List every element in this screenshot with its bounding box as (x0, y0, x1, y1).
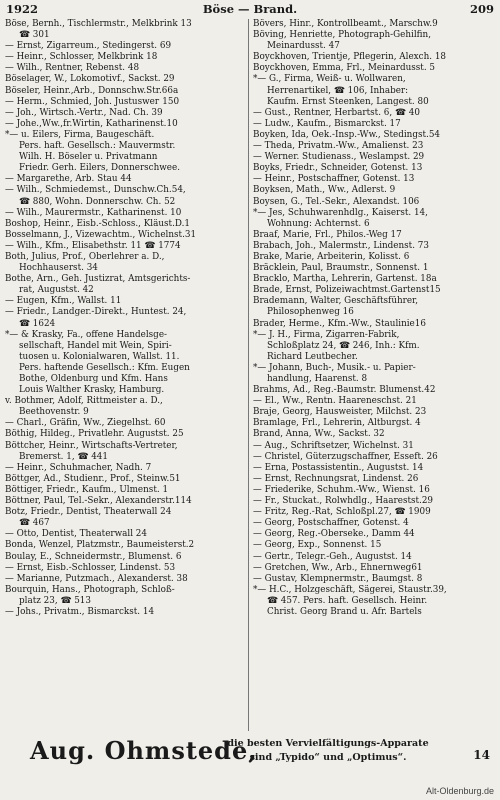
directory-entry-line: Böving, Henriette, Photograph-Gehilfin, (253, 30, 431, 41)
advertiser-name: Aug. Ohmstede, (30, 736, 258, 765)
directory-entry-line: ☎ 301 (19, 30, 50, 41)
directory-entry-line: Bothe, Oldenburg und Kfm. Hans (19, 374, 168, 384)
page-title: Böse — Brand. (202, 2, 298, 16)
directory-entry-line: Böttger, Ad., Studienr., Prof., Steinw.51 (5, 473, 181, 484)
directory-entry-line: Boulay, E., Schneidermstr., Blumenst. 6 (5, 551, 182, 562)
page-header (4, 2, 496, 18)
directory-entry-line: — Wilh., Maurermstr., Katharinenst. 10 (5, 207, 182, 218)
directory-entry-line: ☎ 457. Pers. haft. Gesellsch. Heinr. (267, 595, 428, 606)
directory-entry-line: ☎ 1624 (19, 318, 56, 329)
directory-entry-line: Bracklo, Martha, Lehrerin, Gartenst. 18a (253, 274, 437, 285)
directory-entry-line: — Georg, Reg.-Oberseke., Damm 44 (253, 529, 415, 540)
directory-entry-line: Bourquin, Hans., Photograph, Schloß- (5, 584, 175, 595)
directory-entry-line: Böthig, Hildeg., Privatlehr. Augustst. 25 (5, 429, 184, 440)
directory-entry-line: Böttner, Paul, Tel.-Sekr., Alexanderstr.114 (5, 496, 192, 507)
directory-entry-line: Brademann, Walter, Geschäftsführer, (253, 296, 419, 307)
directory-entry-line: Brake, Marie, Arbeiterin, Kolisst. 6 (253, 251, 410, 262)
directory-entry-line: — Gertr., Telegr.-Geh., Augustst. 14 (253, 551, 412, 562)
ad-line-2: sind „Typido“ und „Optimus“. (249, 752, 407, 763)
directory-entry-line: Botz, Friedr., Dentist, Theaterwall 24 (5, 507, 172, 518)
directory-entry-line: Bräcklein, Paul, Braumstr., Sonnenst. 1 (253, 263, 429, 274)
directory-entry-line: ☎ 467 (19, 518, 50, 529)
directory-entry-line: Boyks, Friedr., Schneider, Gotenst. 13 (253, 163, 423, 174)
directory-entry-line: — Heinr., Postschaffner, Gotenst. 13 (253, 174, 415, 185)
directory-entry-line: Meinardusst. 47 (267, 41, 340, 52)
directory-entry-line: Wohnung: Achternst. 6 (267, 218, 370, 229)
directory-entry-line: Böselager, W., Lokomotivf., Sackst. 29 (5, 74, 175, 85)
directory-entry-line: Louis Walther Krasky, Hamburg. (19, 385, 165, 396)
directory-entry-line: Wilh. H. Böseler u. Privatmann (19, 152, 158, 163)
directory-entry-line: — Fritz, Reg.-Rat, Schloßpl.27, ☎ 1909 (253, 507, 431, 518)
directory-entry-line: Beethovenstr. 9 (19, 407, 89, 418)
directory-entry-line: Herrenartikel, ☎ 106, Inhaber: (267, 85, 409, 96)
directory-entry-line: Bövers, Hinr., Kontrollbeamt., Marschw.9 (253, 19, 438, 29)
directory-entry-line: Hochhauserst. 34 (19, 263, 98, 274)
directory-entry-line: — Wilh., Rentner, Rebenst. 48 (5, 63, 140, 74)
ad-line-1: die besten Vervielfältigungs-Apparate (227, 738, 429, 749)
directory-entry-line: Brahms, Ad., Reg.-Baumstr. Blumenst.42 (253, 385, 436, 396)
directory-entry-line: Böseler, Heinr.,Arb., Donnschw.Str.66a (5, 85, 179, 96)
directory-entry-line: Brand, Anna, Ww., Sackst. 32 (253, 429, 385, 440)
directory-entry-line: Brader, Herme., Kfm.-Ww., Staulinie16 (253, 318, 426, 329)
directory-entry-line: *— H.C., Holzgeschäft, Sägerei, Staustr.39, (253, 584, 447, 595)
directory-entry-line: — Heinr., Schuhmacher, Nadh. 7 (5, 462, 152, 473)
directory-entry-line: Schloßplatz 24, ☎ 246, Inh.: Kfm. (267, 340, 420, 351)
directory-entry-line: — Joh., Wirtsch.-Vertr., Nad. Ch. 39 (5, 107, 163, 118)
directory-entry-line: sellschaft, Handel mit Wein, Spiri- (19, 340, 172, 351)
ad-text (210, 737, 446, 765)
directory-entry-line: — Ernst, Rechnungsrat, Lindenst. 26 (253, 473, 419, 484)
column-divider (248, 19, 249, 731)
directory-entry-line: — Christel, Güterzugschaffner, Esseft. 26 (253, 451, 438, 462)
directory-entry-line: — Friedr., Landger.-Direkt., Huntest. 24, (5, 307, 187, 318)
directory-entry-line: rat, Augustst. 42 (19, 285, 94, 296)
directory-entry-line: Philosophenweg 16 (267, 307, 354, 318)
directory-entry-line: — Ernst, Eisb.-Schlosser, Lindenst. 53 (5, 562, 176, 573)
directory-entry-line: — Fr., Stuckat., Rolwhdlg., Haarestst.29 (253, 496, 434, 507)
directory-entry-line: Braaf, Marie, Frl., Philos.-Weg 17 (253, 229, 402, 240)
directory-entry-line: — Ludw., Kaufm., Bismarckst. 17 (253, 118, 401, 129)
directory-entry-line: — El., Ww., Rentn. Haareneschst. 21 (253, 396, 417, 407)
directory-entry-line: — Marianne, Putzmach., Alexanderst. 38 (5, 573, 188, 584)
directory-entry-line: Böttiger, Friedr., Kaufm., Ulmenst. 1 (5, 484, 169, 495)
directory-entry-line: Pers. haft. Gesellsch.: Mauvermstr. (19, 141, 176, 152)
directory-entry-line: Boyken, Ida, Oek.-Insp.-Ww., Stedingst.54 (253, 129, 441, 140)
directory-entry-line: Both, Julius, Prof., Oberlehrer a. D., (5, 251, 165, 262)
left-column (5, 19, 245, 731)
directory-entry-line: — Margarethe, Arb. Stau 44 (5, 174, 132, 185)
directory-entry-line: — Gust., Rentner, Herbartst. 6, ☎ 40 (253, 107, 420, 118)
directory-entry-line: ☎ 880, Wohn. Donnerschw. Ch. 52 (19, 196, 176, 207)
directory-entry-line: — Ernst, Zigarreum., Stedingerst. 69 (5, 41, 172, 52)
directory-entry-line: — Johs., Privatm., Bismarckst. 14 (5, 606, 155, 617)
directory-entry-line: Bosselmann, J., Vizewachtm., Wichelnst.31 (5, 229, 197, 240)
directory-entry-line: Friedr. Gerh. Eilers, Donnerschwee. (19, 163, 180, 174)
directory-entry-line: — Wilh., Kfm., Elisabethstr. 11 ☎ 1774 (5, 240, 181, 251)
directory-entry-line: — Gustav, Klempnermstr., Baumgst. 8 (253, 573, 423, 584)
page-year: 1922 (6, 2, 39, 16)
directory-entry-line: — Erna, Postassistentin., Augustst. 14 (253, 462, 424, 473)
directory-entry-line: Pers. haftende Gesellsch.: Kfm. Eugen (19, 362, 190, 373)
directory-entry-line: *— Johann, Buch-, Musik.- u. Papier- (253, 362, 416, 373)
directory-entry-line: Bonda, Wenzel, Platzmstr., Baumeisterst.2 (5, 540, 195, 551)
directory-entry-line: tuosen u. Kolonialwaren, Wallst. 11. (19, 351, 180, 362)
directory-entry-line: *— u. Eilers, Firma, Baugeschäft. (5, 129, 155, 140)
directory-entry-line: Bramlage, Frl., Lehrerin, Altburgst. 4 (253, 418, 421, 429)
directory-entry-line: handlung, Haarenst. 8 (267, 374, 368, 384)
directory-entry-line: Boshop, Heinr., Eisb.-Schloss., Kläust.D.1 (5, 218, 191, 229)
directory-entry-line: Christ. Georg Brand u. Afr. Bartels (267, 606, 422, 617)
directory-entry-line: — Aug., Schriftsetzer, Wichelnst. 31 (253, 440, 414, 451)
directory-entry-line: Boyksen, Math., Ww., Adlerst. 9 (253, 185, 396, 196)
directory-entry-line: Böttcher, Heinr., Wirtschafts-Vertreter, (5, 440, 178, 451)
directory-entry-line: *— G., Firma, Weiß- u. Wollwaren, (253, 74, 406, 85)
directory-entry-line: Boyckhoven, Emma, Frl., Meinardusst. 5 (253, 63, 436, 74)
page-number: 209 (469, 2, 494, 16)
directory-entry-line: — Werner. Studienass., Weslampst. 29 (253, 152, 425, 163)
directory-entry-line: — Gretchen, Ww., Arb., Ehnernweg61 (253, 562, 423, 573)
directory-entry-line: Boyckhoven, Trientje, Pflegerin, Alexch. 18 (253, 52, 447, 63)
directory-entry-line: — Friederike, Schuhm.-Ww., Wienst. 16 (253, 484, 430, 495)
directory-entry-line: — Georg, Postschaffner, Gotenst. 4 (253, 518, 409, 529)
directory-entry-line: Böse, Bernh., Tischlermstr., Melkbrink 13 (5, 19, 192, 29)
directory-entry-line: Bremerst. 1, ☎ 441 (19, 451, 109, 462)
directory-entry-line: Brade, Ernst, Polizeiwachtmst.Gartenst15 (253, 285, 441, 296)
directory-entry-line: — Theda, Privatm.-Ww., Amalienst. 23 (253, 141, 424, 152)
right-column (253, 19, 495, 731)
directory-entry-line: — Johe.,Ww.,fr.Wirtin, Katharinenst.10 (5, 118, 178, 129)
directory-entry-line: *— & Krasky, Fa., offene Handelsge- (5, 329, 167, 340)
directory-entry-line: *— Jes, Schuhwarenhdlg., Kaiserst. 14, (253, 207, 428, 218)
directory-entry-line: Braje, Georg, Hausweister, Milchst. 23 (253, 407, 427, 418)
directory-entry-line: Boysen, G., Tel.-Sekr., Alexandst. 106 (253, 196, 420, 207)
directory-entry-line: *— J. H., Firma, Zigarren-Fabrik, (253, 329, 400, 340)
directory-entry-line: Kaufm. Ernst Steenken, Langest. 80 (267, 96, 429, 107)
directory-entry-line: — Heinr., Schlosser, Melkbrink 18 (5, 52, 158, 63)
directory-entry-line: Richard Leutbecher. (267, 351, 358, 362)
directory-entry-line: Bothe, Arn., Geh. Justizrat, Amtsgerichts- (5, 274, 191, 285)
directory-entry-line: v. Bothmer, Adolf, Rittmeister a. D., (5, 396, 163, 407)
watermark: Alt-Oldenburg.de (425, 786, 494, 796)
directory-entry-line: — Herm., Schmied, Joh. Justuswег 150 (5, 96, 180, 107)
directory-entry-line: — Charl., Gräfin, Ww., Ziegelhst. 60 (5, 418, 166, 429)
directory-entry-line: — Wilh., Schmiedemst., Dunschw.Ch.54, (5, 185, 186, 196)
directory-entry-line: — Otto, Dentist, Theaterwall 24 (5, 529, 148, 540)
footer-number: 14 (473, 748, 490, 762)
footer-advertisement (4, 734, 496, 780)
directory-entry-line: — Eugen, Kfm., Wallst. 11 (5, 296, 122, 307)
directory-entry-line: Brabach, Joh., Malermstr., Lindenst. 73 (253, 240, 430, 251)
directory-entry-line: — Georg, Exp., Sonnenst. 15 (253, 540, 382, 551)
directory-entry-line: platz 23, ☎ 513 (19, 595, 91, 606)
